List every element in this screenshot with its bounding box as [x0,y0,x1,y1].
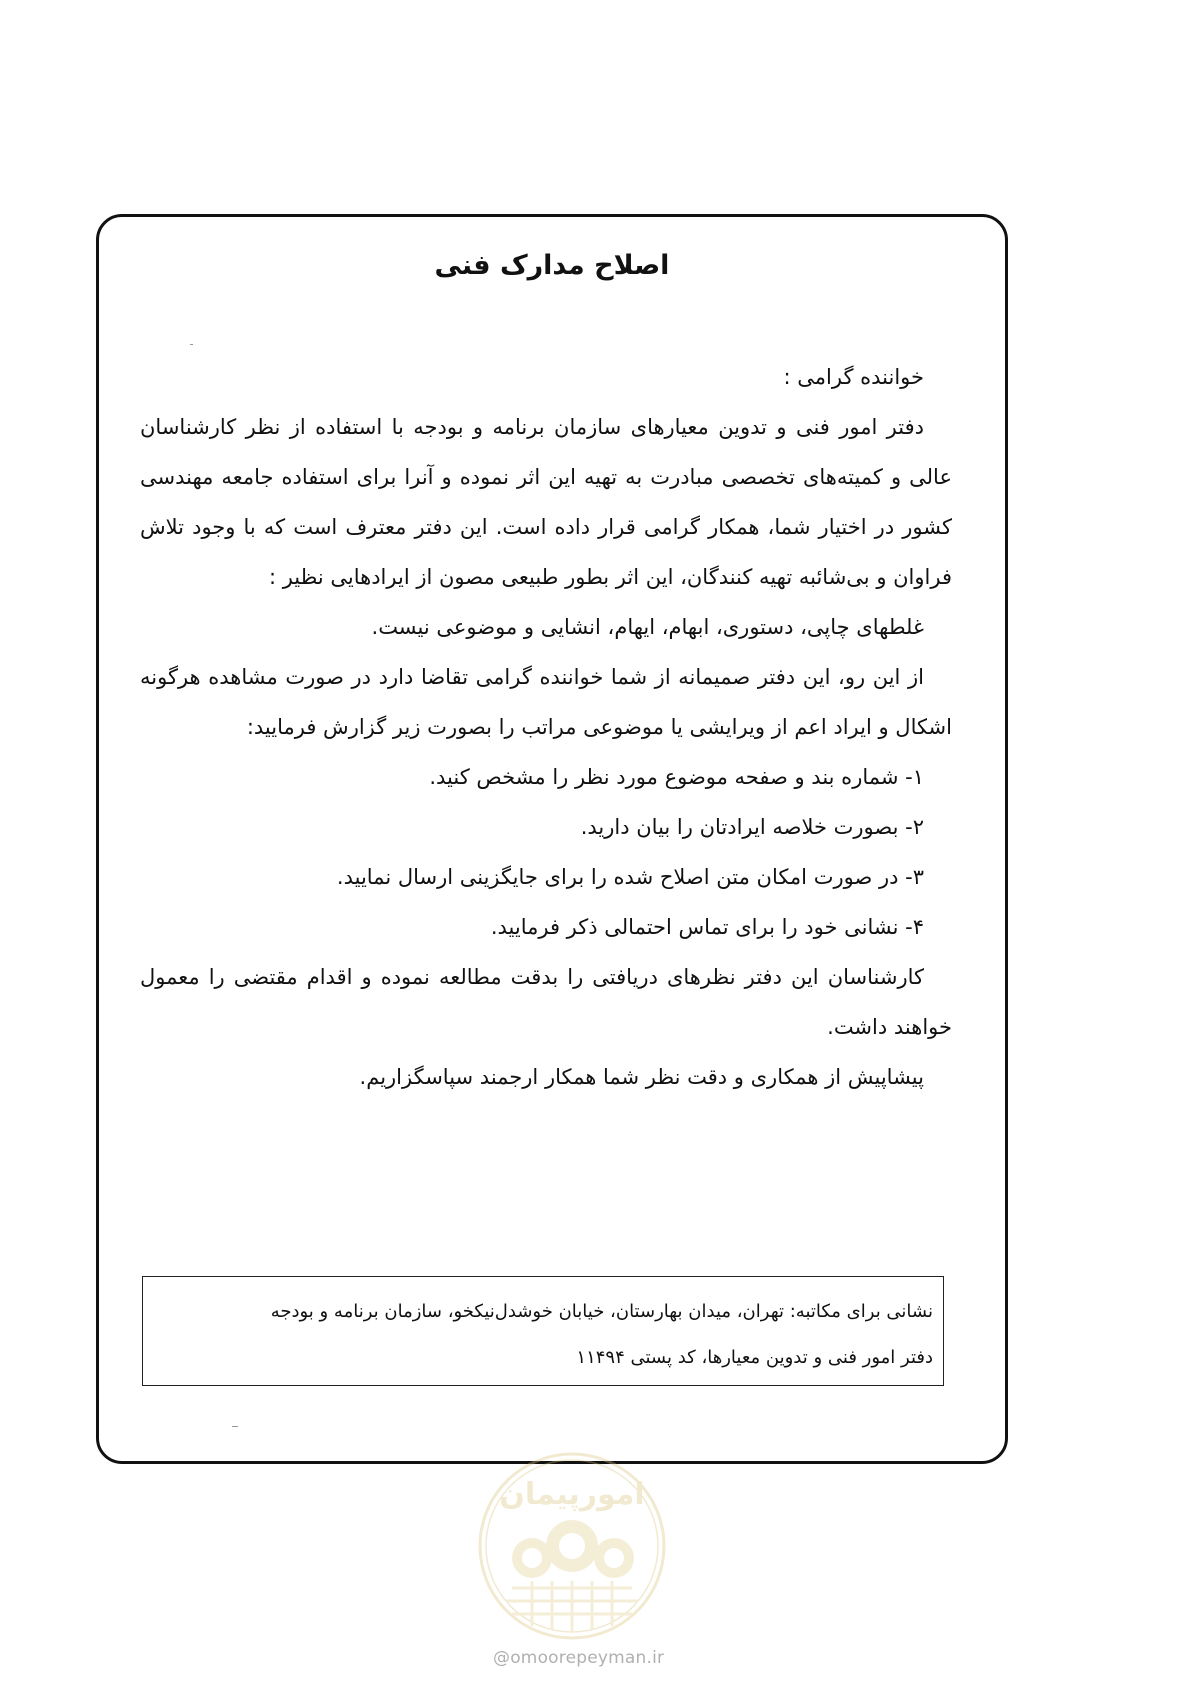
watermark-logo [472,1446,672,1646]
error-types-paragraph: غلطهای چاپی، دستوری، ابهام، ایهام، انشایی و موضوعی نیست. [371,615,924,639]
list-item: ۳- در صورت امکان متن اصلاح شده را برای جایگزینی ارسال نمایید. [336,865,924,889]
list-item: ۴- نشانی خود را برای تماس احتمالی ذکر فرمایید. [490,915,924,939]
watermark-url [493,1648,664,1668]
at-icon: @ [493,1648,511,1668]
request-paragraph: از این رو، این دفتر صمیمانه از شما خواننده گرامی تقاضا دارد در صورت مشاهده هرگونه اشکال و ایراد اعم از ویرایشی یا موضوعی مراتب را بصورت زیر گزارش فرمایید: [140,665,952,739]
thanks-paragraph: پیشاپیش از همکاری و دقت نظر شما همکار ارجمند سپاسگزاریم. [359,1065,924,1089]
intro-paragraph: دفتر امور فنی و تدوین معیارهای سازمان برنامه و بودجه با استفاده از نظر کارشناسان عالی و کمیته‌های تخصصی مبادرت به تهیه این اثر نموده و آنرا برای استفاده جامعه مهندسی کشور در اختیار شما، همکار گرامی قرار داده است. این دفتر معترف است که با وجود تلاش فراوان و بی‌شائبه تهیه کنندگان، این اثر بطور طبیعی مصون از ایرادهایی نظیر : [140,415,952,589]
review-paragraph: کارشناسان این دفتر نظرهای دریافتی را بدقت مطالعه نموده و اقدام مقتضی را معمول خواهند داشت. [140,965,952,1039]
scan-speck [232,1426,238,1427]
scan-speck [190,344,193,345]
greeting: خواننده گرامی : [783,365,924,389]
list-item: ۱- شماره بند و صفحه موضوع مورد نظر را مشخص کنید. [429,765,924,789]
list-item: ۲- بصورت خلاصه ایرادتان را بیان دارید. [580,815,924,839]
address-box [142,1276,944,1386]
page-title: اصلاح مدارک فنی [434,250,670,281]
address-line-2: دفتر امور فنی و تدوین معیارها، کد پستی ۱۱۴۹۴ [576,1347,933,1368]
watermark-logo-text: امورپیمان [499,1477,645,1512]
watermark-url-text: omoorepeyman.ir [510,1648,665,1668]
address-line-1: نشانی برای مکاتبه: تهران، میدان بهارستان، خیابان خوشدل‌نیکخو، سازمان برنامه و بودجه [270,1301,933,1322]
document-body [140,352,952,1102]
